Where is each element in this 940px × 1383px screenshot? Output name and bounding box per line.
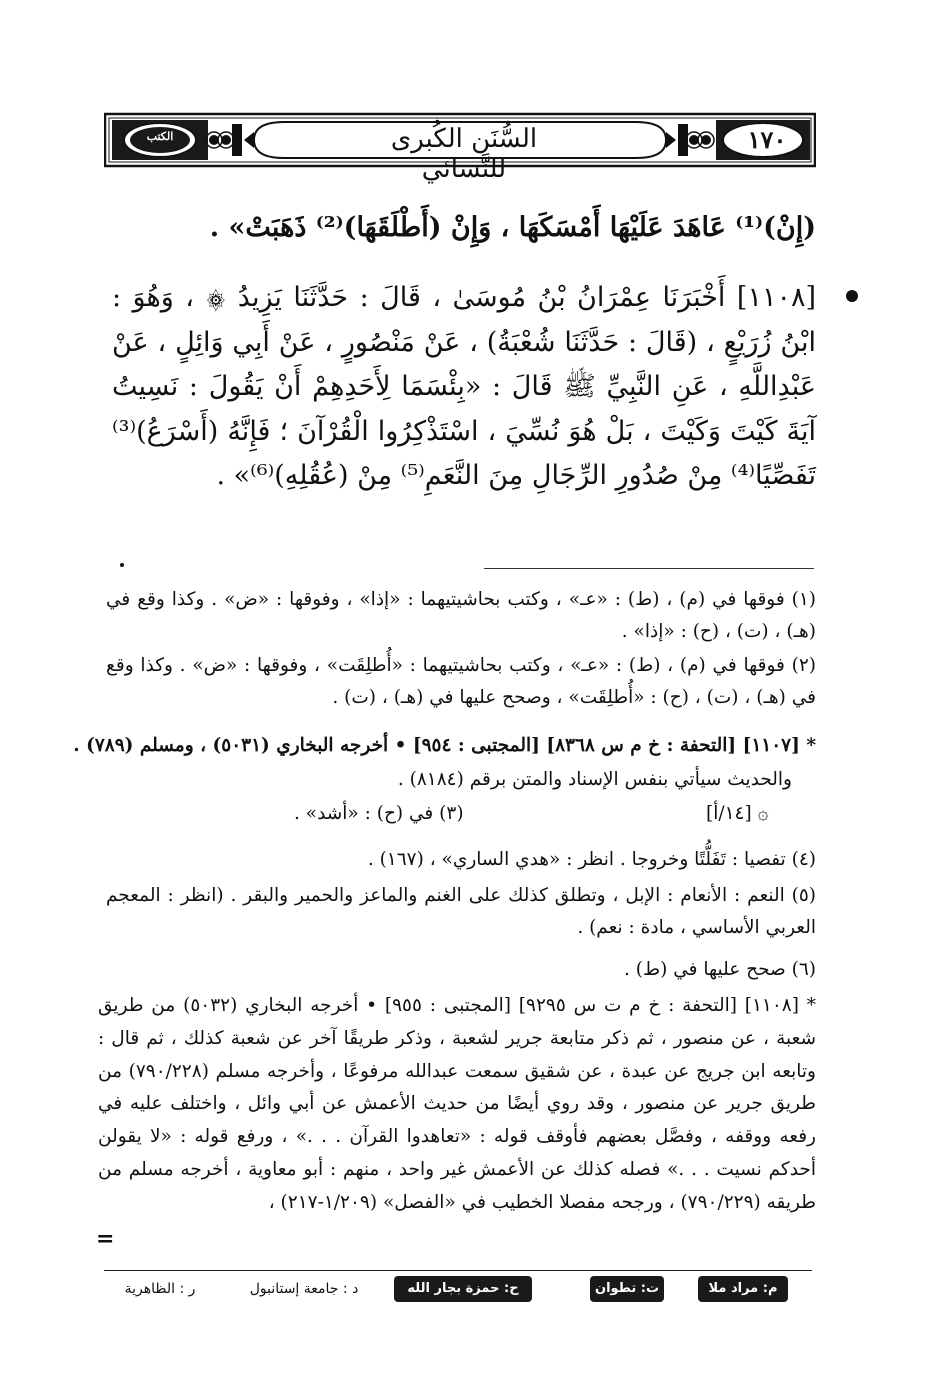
page-number: ١٧٠: [747, 125, 787, 154]
emblem-text: الكتب: [146, 130, 174, 143]
manuscript-h-badge: ح: حمزة بجار الله: [394, 1276, 532, 1302]
manuscript-r-label: ر : الظاهرية: [124, 1281, 196, 1297]
folio-reference: ۞ [١٤/أ]: [706, 803, 769, 824]
footnote-2: (٢) فوقها في (م) ، (ط) : «عـ» ، وكتب بحاشيتيهما : «أُطلِقَت» ، وفوقها : «ض» . وكذا وقع في (هـ) ، (ت) ، (ح) : «أُطلِقَت» ، وصحح عليها في (هـ) ، (ت) .: [106, 655, 816, 708]
footnote-5: (٥) النعم : الأنعام : الإبل ، وتطلق كذلك على الغنم والماعز والحمير والبقر . (انظر : المعجم العربي الأساسي ، مادة : نعم) .: [106, 885, 816, 938]
manuscript-m-badge: م: مراد ملا: [698, 1276, 788, 1302]
continuation-mark: =: [96, 1226, 115, 1252]
footnote-4: (٤) تفصيا : تَفَلُّتًا وخروجا . انظر : «هدي الساري» ، (١٦٧) .: [367, 849, 816, 870]
hadith-1108: [١١٠٨] أَخْبَرَنَا عِمْرَانُ بْنُ مُوسَىٰ ، قَالَ : حَدَّثَنَا يَزِيدُ ۞ ، وَهُوَ : ابْنُ زُرَيْعٍ ، (قَالَ : حَدَّثَنَا شُعْبَةُ) ، عَنْ مَنْصُورٍ ، عَنْ أَبِي وَائِلٍ ، عَنْ عَبْدِاللَّهِ ، عَنِ النَّبِيِّ ﷺ قَالَ : «بِئْسَمَا لِأَحَدِهِمْ أَنْ يَقُولَ : نَسِيتُ آيَةَ كَيْتَ وَكَيْتَ ، بَلْ هُوَ نُسِّيَ ، اسْتَذْكِرُوا الْقُرْآنَ ؛ فَإِنَّهُ (أَسْرَعُ)⁽³⁾ تَفَصِّيًا⁽⁴⁾ مِنْ صُدُورِ الرِّجَالِ مِنَ النَّعَمِ⁽⁵⁾ مِنْ (عُقُلِهِ)⁽⁶⁾» .: [112, 282, 816, 491]
footnote-1: (١) فوقها في (م) ، (ط) : «عـ» ، وكتب بحاشيتيهما : «إذا» ، وفوقها : «ض» . وكذا وقع في (هـ) ، (ت) ، (ح) : «إذا» .: [106, 589, 816, 642]
footer-rule: [104, 1270, 812, 1271]
hadith-continuation: (إِنْ)⁽¹⁾ عَاهَدَ عَلَيْهَا أَمْسَكَهَا ، وَإِنْ (أَطْلَقَهَا)⁽²⁾ ذَهَبَتْ» .: [209, 212, 816, 243]
footnote-6: (٦) صحح عليها في (ط) .: [624, 959, 816, 980]
footnote-separator: [484, 568, 814, 569]
bullet-icon: [846, 290, 858, 302]
takhrij-1107: * [١١٠٧] [التحفة : خ م س ٨٣٦٨] [المجتبى : ٩٥٤] • أخرجه البخاري (٥٠٣١) ، ومسلم (٧٨٩) .: [73, 735, 816, 756]
page-header: [104, 108, 816, 184]
manuscript-t-badge: ت: تطوان: [590, 1276, 664, 1302]
footnote-3: (٣) في (ح) : «أشد» .: [294, 803, 464, 824]
manuscript-d-label: د : جامعة إستانبول: [249, 1281, 359, 1297]
dot-mark: [120, 563, 124, 567]
running-title: السُّنَن الكُبرى للنَّسائي: [390, 124, 538, 184]
takhrij-1108: * [١١٠٨] [التحفة : خ م ت س ٩٢٩٥] [المجتبى : ٩٥٥] • أخرجه البخاري (٥٠٣٢) من طريق شعبة ، عن منصور ، ثم ذكر متابعة جرير لشعبة ، وذكر طريقًا آخر عن شعبة كذلك ، ثم قال : وتابعه ابن جريج عن عبدة ، عن شقيق سمعت عبدالله مرفوعًا ، وأخرجه مسلم (٧٩٠/٢٢٨) من طريق جرير عن منصور ، وقد روي أيضًا من حديث الأعمش عن أبي وائل ، واختلف عليه في رفعه ووقفه ، وفصَّل بعضهم فأوقف قوله : «تعاهدوا القرآن . . .» ، ورفع قوله : «لا يقولن أحدكم نسيت . . .» فصله كذلك عن الأعمش غير واحد ، منهم : أبو معاوية ، أخرجه مسلم من طريقه (٧٩٠/٢٢٩) ، ورجحه مفصلا الخطيب في «الفصل» (١/٢٠٩-٢١٧) ،: [98, 995, 817, 1213]
takhrij-1107-note: والحديث سيأتي بنفس الإسناد والمتن برقم (٨١٨٤) .: [397, 769, 792, 790]
